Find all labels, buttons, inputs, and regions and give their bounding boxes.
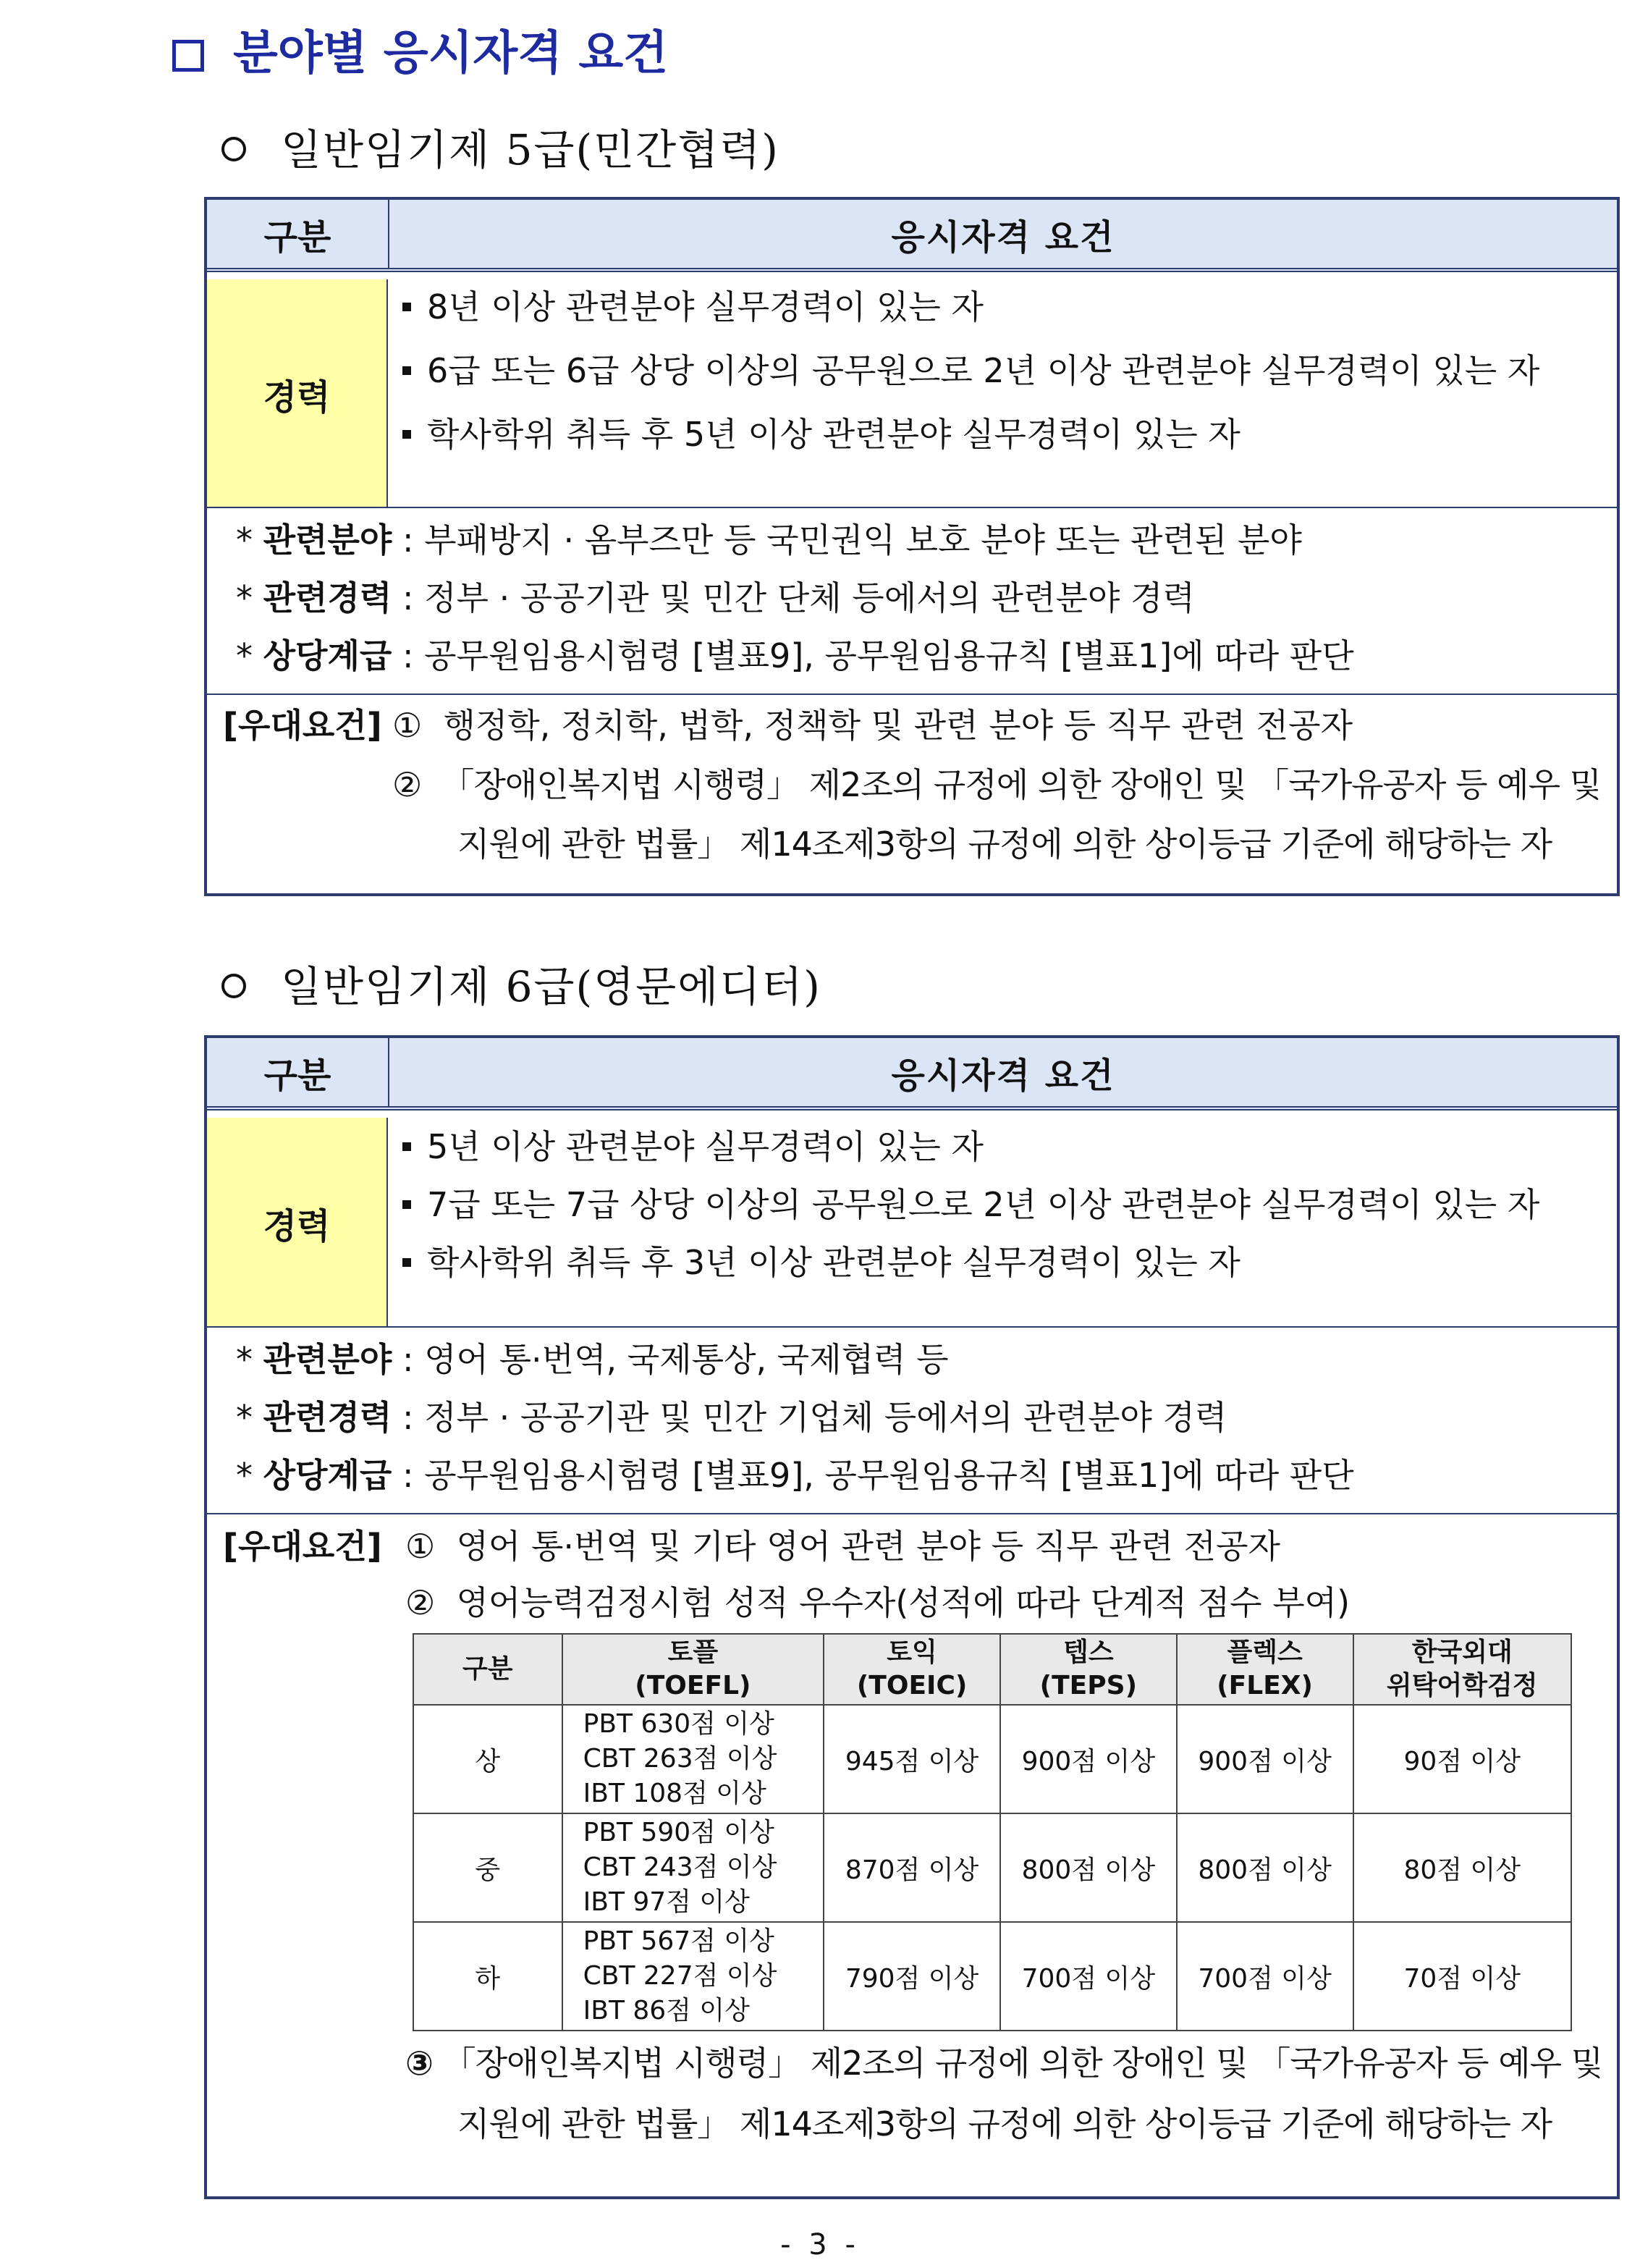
square-bullet-icon <box>402 303 411 311</box>
preference-label: [우대요건] <box>223 1527 382 1566</box>
list-item: 6급 또는 6급 상당 이상의 공무원으로 2년 이상 관련분야 실무경력이 있는 자 <box>402 339 1602 402</box>
score-header-flex: 플렉스 (FLEX) <box>1177 1634 1353 1705</box>
preference-item: ② 「장애인복지법 시행령」 제2조의 규정에 의한 장애인 및 「국가유공자 등 예우 및 <box>392 765 1602 804</box>
divider <box>207 1513 1617 1514</box>
score-header-grade: 구분 <box>413 1634 562 1705</box>
notes-list <box>236 1331 1602 1504</box>
toeic-cell: 870점 이상 <box>824 1813 1000 1922</box>
score-header-teps: 텝스 (TEPS) <box>1000 1634 1177 1705</box>
preference-item-continued: 지원에 관한 법률」 제14조제3항의 규정에 의한 상이등급 기준에 해당하는 자 <box>457 825 1552 864</box>
list-item: 8년 이상 관련분야 실무경력이 있는 자 <box>402 275 1602 339</box>
list-item: 7급 또는 7급 상당 이상의 공무원으로 2년 이상 관련분야 실무경력이 있는 자 <box>402 1176 1602 1234</box>
divider <box>207 507 1617 508</box>
notes-list <box>236 511 1602 685</box>
circle-bullet-icon <box>221 137 246 161</box>
section-heading-1: 일반임기제 5급(민간협력) <box>221 116 779 177</box>
career-list <box>402 275 1602 466</box>
note-item: * 관련분야 : 영어 통·번역, 국제통상, 국제협력 등 <box>236 1340 949 1379</box>
score-header-toefl: 토플 (TOEFL) <box>562 1634 824 1705</box>
flex-cell: 700점 이상 <box>1177 1922 1353 2031</box>
hufs-cell: 90점 이상 <box>1353 1705 1572 1813</box>
table-header <box>207 200 1617 272</box>
preference-item: ② 영어능력검정시험 성적 우수자(성적에 따라 단계적 점수 부여) <box>405 1583 1351 1622</box>
score-header-toeic: 토익 (TOEIC) <box>824 1634 1000 1705</box>
toeic-cell: 790점 이상 <box>824 1922 1000 2031</box>
page-number: - 3 - <box>780 2228 860 2261</box>
toefl-cell: PBT 590점 이상 CBT 243점 이상 IBT 97점 이상 <box>562 1813 824 1922</box>
grade-cell: 하 <box>413 1922 562 2031</box>
square-bullet-icon <box>402 1142 411 1151</box>
toeic-cell: 945점 이상 <box>824 1705 1000 1813</box>
toefl-cell: PBT 630점 이상 CBT 263점 이상 IBT 108점 이상 <box>562 1705 824 1813</box>
teps-cell: 800점 이상 <box>1000 1813 1177 1922</box>
flex-cell: 900점 이상 <box>1177 1705 1353 1813</box>
hufs-cell: 70점 이상 <box>1353 1922 1572 2031</box>
table-row <box>413 1922 1571 2031</box>
preference-item-continued: 지원에 관한 법률」 제14조제3항의 규정에 의한 상이등급 기준에 해당하는 자 <box>457 2104 1552 2143</box>
preference-block <box>223 699 1610 895</box>
header-requirements: 응시자격 요건 <box>891 216 1115 258</box>
header-requirements: 응시자격 요건 <box>891 1055 1115 1096</box>
divider <box>207 694 1617 695</box>
page-title: 분야별 응시자격 요건 <box>172 16 668 83</box>
note-item: * 상당계급 : 공무원임용시험령 [별표9], 공무원임용규칙 [별표1]에 따라 판단 <box>236 636 1354 675</box>
list-item: 5년 이상 관련분야 실무경력이 있는 자 <box>402 1118 1602 1176</box>
preference-label: [우대요건] <box>223 706 382 745</box>
table-header <box>207 1038 1617 1110</box>
teps-cell: 700점 이상 <box>1000 1922 1177 2031</box>
career-label: 경력 <box>207 1118 388 1328</box>
table-row <box>413 1705 1571 1813</box>
hufs-cell: 80점 이상 <box>1353 1813 1572 1922</box>
flex-cell: 800점 이상 <box>1177 1813 1353 1922</box>
note-item: * 관련분야 : 부패방지 · 옴부즈만 등 국민권익 보호 분야 또는 관련된 분야 <box>236 520 1302 560</box>
grade-cell: 상 <box>413 1705 562 1813</box>
note-item: * 관련경력 : 정부 · 공공기관 및 민간 기업체 등에서의 관련분야 경력 <box>236 1398 1227 1437</box>
score-header-hufs: 한국외대 위탁어학검정 <box>1353 1634 1572 1705</box>
square-bullet-icon <box>402 366 411 375</box>
requirements-table-2 <box>204 1035 1620 2199</box>
career-label: 경력 <box>207 279 388 508</box>
list-item: 학사학위 취득 후 3년 이상 관련분야 실무경력이 있는 자 <box>402 1234 1602 1291</box>
score-table-header-row <box>413 1634 1571 1705</box>
checkbox-square-icon <box>172 40 204 72</box>
toefl-cell: PBT 567점 이상 CBT 227점 이상 IBT 86점 이상 <box>562 1922 824 2031</box>
square-bullet-icon <box>402 1258 411 1267</box>
requirements-table-1 <box>204 197 1620 896</box>
header-category: 구분 <box>207 200 389 268</box>
preference-item: ③ 「장애인복지법 시행령」 제2조의 규정에 의한 장애인 및 「국가유공자 등 예우 및 <box>405 2044 1603 2083</box>
table-row <box>413 1813 1571 1922</box>
section-heading-2: 일반임기제 6급(영문에디터) <box>221 953 821 1013</box>
grade-cell: 중 <box>413 1813 562 1922</box>
note-item: * 상당계급 : 공무원임용시험령 [별표9], 공무원임용규칙 [별표1]에 따라 판단 <box>236 1456 1354 1495</box>
divider <box>207 1326 1617 1328</box>
preference-block <box>223 1519 1610 2199</box>
preference-item: ① 영어 통·번역 및 기타 영어 관련 분야 등 직무 관련 전공자 <box>405 1527 1280 1566</box>
circle-bullet-icon <box>221 974 246 998</box>
preference-item: ① 행정학, 정치학, 법학, 정책학 및 관련 분야 등 직무 관련 전공자 <box>392 706 1353 745</box>
teps-cell: 900점 이상 <box>1000 1705 1177 1813</box>
header-category: 구분 <box>207 1038 389 1106</box>
score-table <box>413 1633 1572 2031</box>
list-item: 학사학위 취득 후 5년 이상 관련분야 실무경력이 있는 자 <box>402 402 1602 466</box>
square-bullet-icon <box>402 430 411 439</box>
career-list <box>402 1118 1602 1291</box>
note-item: * 관련경력 : 정부 · 공공기관 및 민간 단체 등에서의 관련분야 경력 <box>236 578 1195 617</box>
square-bullet-icon <box>402 1200 411 1209</box>
